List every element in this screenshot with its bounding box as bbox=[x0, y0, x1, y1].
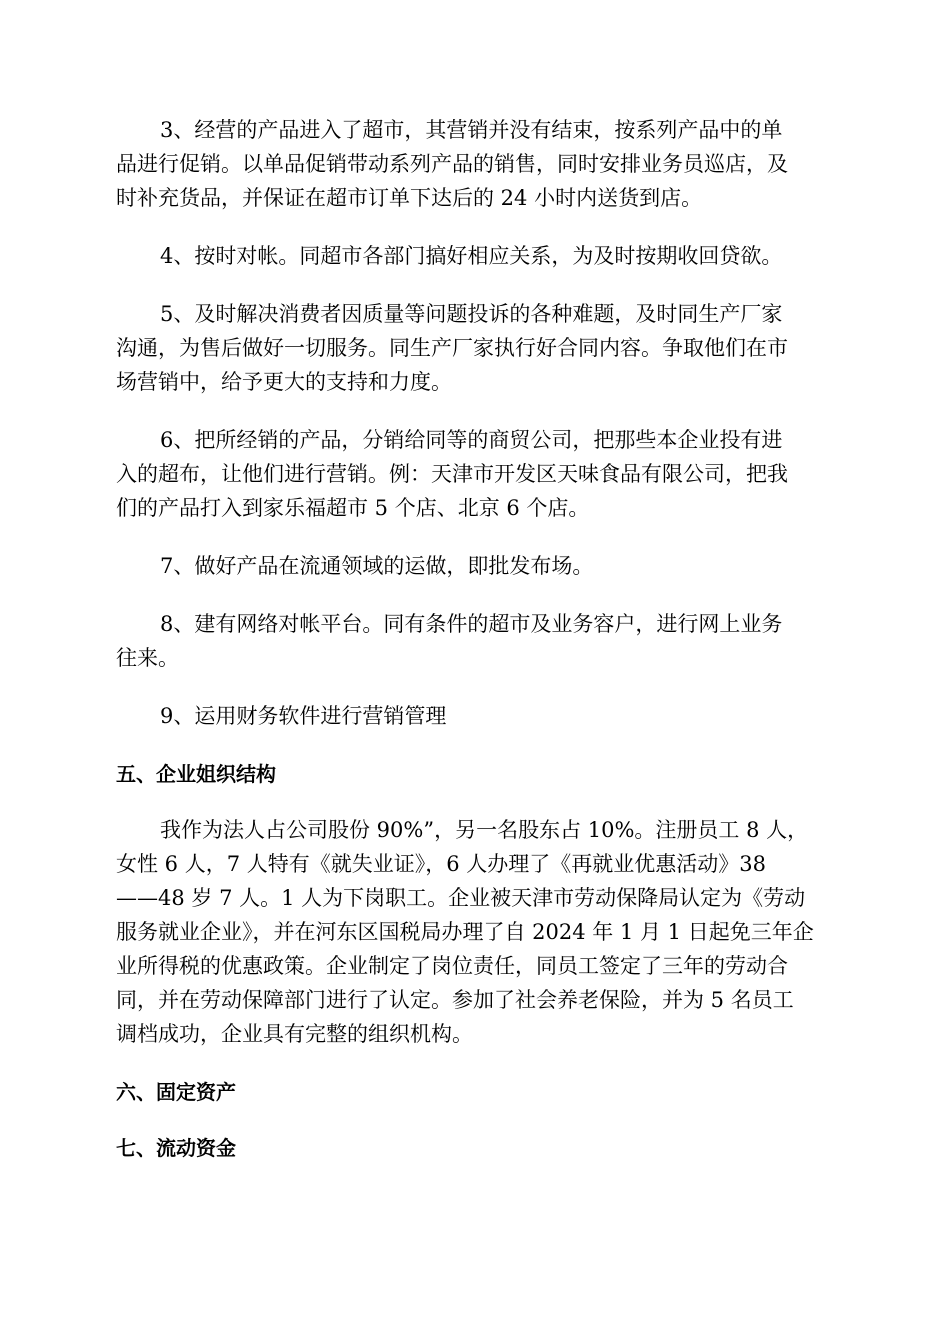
section-heading-7: 七、流动资金 bbox=[116, 1136, 236, 1160]
paragraph-line: 入的超布，让他们进行营销。例：天津市开发区天味食品有限公司，把我 bbox=[116, 462, 788, 486]
section-heading-6: 六、固定资产 bbox=[116, 1080, 236, 1104]
paragraph-line: 8、建有网络对帐平台。同有条件的超市及业务容户，进行网上业务 bbox=[160, 612, 783, 636]
paragraph-line: 时补充货品，并保证在超市订单下达后的 24 小时内送货到店。 bbox=[116, 186, 703, 210]
paragraph-item-5 bbox=[116, 297, 834, 399]
paragraph-item-6 bbox=[116, 423, 834, 525]
paragraph-item-9 bbox=[116, 699, 834, 733]
document-body bbox=[116, 113, 834, 1187]
paragraph-line: 女性 6 人，7 人特有《就失业证》，6 人办理了《再就业优惠活动》38 bbox=[116, 852, 767, 876]
paragraph-line: 往来。 bbox=[116, 646, 179, 670]
paragraph-line: 场营销中，给予更大的支持和力度。 bbox=[116, 370, 452, 394]
paragraph-line: 调档成功，企业具有完整的组织机构。 bbox=[116, 1022, 473, 1046]
paragraph-line: 我作为法人占公司股份 90%”，另一名股东占 10%。注册员工 8 人， bbox=[160, 818, 809, 842]
paragraph-line: 业所得税的优惠政策。企业制定了岗位责任，同员工签定了三年的劳动合 bbox=[116, 954, 788, 978]
paragraph-line: 沟通，为售后做好一切服务。同生产厂家执行好合同内容。争取他们在市 bbox=[116, 336, 788, 360]
paragraph-line: 服务就业企业》，并在河东区国税局办理了自 2024 年 1 月 1 日起免三年企 bbox=[116, 920, 814, 944]
paragraph-line: 品进行促销。以单品促销带动系列产品的销售，同时安排业务员巡店，及 bbox=[116, 152, 788, 176]
paragraph-line: 7、做好产品在流通领域的运做，即批发布场。 bbox=[160, 554, 594, 578]
paragraph-line: 4、按时对帐。同超市各部门搞好相应关系，为及时按期收回贷欲。 bbox=[160, 244, 783, 268]
paragraph-item-3 bbox=[116, 113, 834, 215]
section-5-body bbox=[116, 813, 834, 1051]
paragraph-item-7 bbox=[116, 549, 834, 583]
paragraph-item-4 bbox=[116, 239, 834, 273]
paragraph-line: 9、运用财务软件进行营销管理 bbox=[160, 704, 447, 728]
paragraph-line: 同，并在劳动保障部门进行了认定。参加了社会养老保险，并为 5 名员工 bbox=[116, 988, 794, 1012]
paragraph-line: 6、把所经销的产品，分销给同等的商贸公司，把那些本企业投有进 bbox=[160, 428, 783, 452]
paragraph-line: ——48 岁 7 人。1 人为下岗职工。企业被天津市劳动保降局认定为《劳动 bbox=[116, 886, 806, 910]
paragraph-line: 们的产品打入到家乐福超市 5 个店、北京 6 个店。 bbox=[116, 496, 590, 520]
paragraph-line: 5、及时解决消费者因质量等问题投诉的各种难题，及时同生产厂家 bbox=[160, 302, 783, 326]
paragraph-line: 3、经营的产品进入了超市，其营销并没有结束，按系列产品中的单 bbox=[160, 118, 783, 142]
section-heading-5: 五、企业姐织结构 bbox=[116, 762, 276, 786]
paragraph-item-8 bbox=[116, 607, 834, 675]
